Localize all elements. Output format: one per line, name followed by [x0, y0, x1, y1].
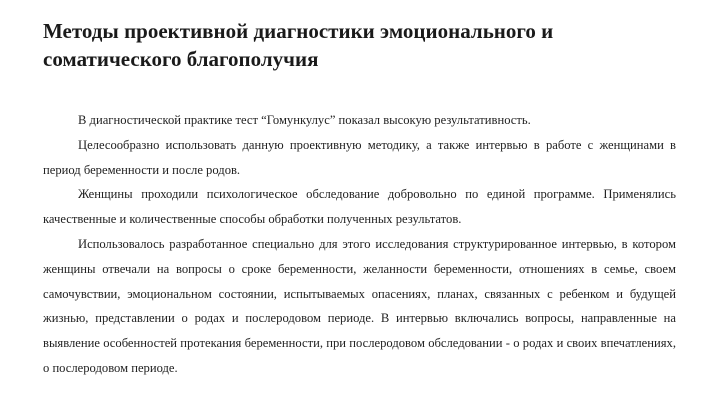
- paragraph-homunculus-test: В диагностической практике тест “Гомункулус” показал высокую результативность.: [78, 113, 531, 127]
- slide-body: [43, 108, 676, 381]
- paragraph-structured-interview: Использовалось разработанное специально для этого исследования структурированное интервью, в котором женщины отвечали на вопросы о сроке беременности, желанности беременности, отношениях в семье, своем самочувствии, эмоциональном состоянии, испытываемых опасениях, планах, связанных с ребенком и будущей жизнью, представлении о родах и послеродовом периоде. В интервью включались вопросы, направленные на выявление особенностей протекания беременности, при послеродовом обследовании - о родах и своих впечатлениях, о послеродовом периоде.: [43, 236, 676, 375]
- paragraph-examination-procedure: Женщины проходили психологическое обследование добровольно по единой программе. Применялись качественные и количественные способы обработки полученных результатов.: [43, 187, 676, 227]
- slide-title: Методы проективной диагностики эмоционального и соматического благополучия: [43, 19, 554, 71]
- paragraph-method-recommendation: Целесообразно использовать данную проективную методику, а также интервью в работе с женщинами в период беременности и после родов.: [43, 137, 676, 177]
